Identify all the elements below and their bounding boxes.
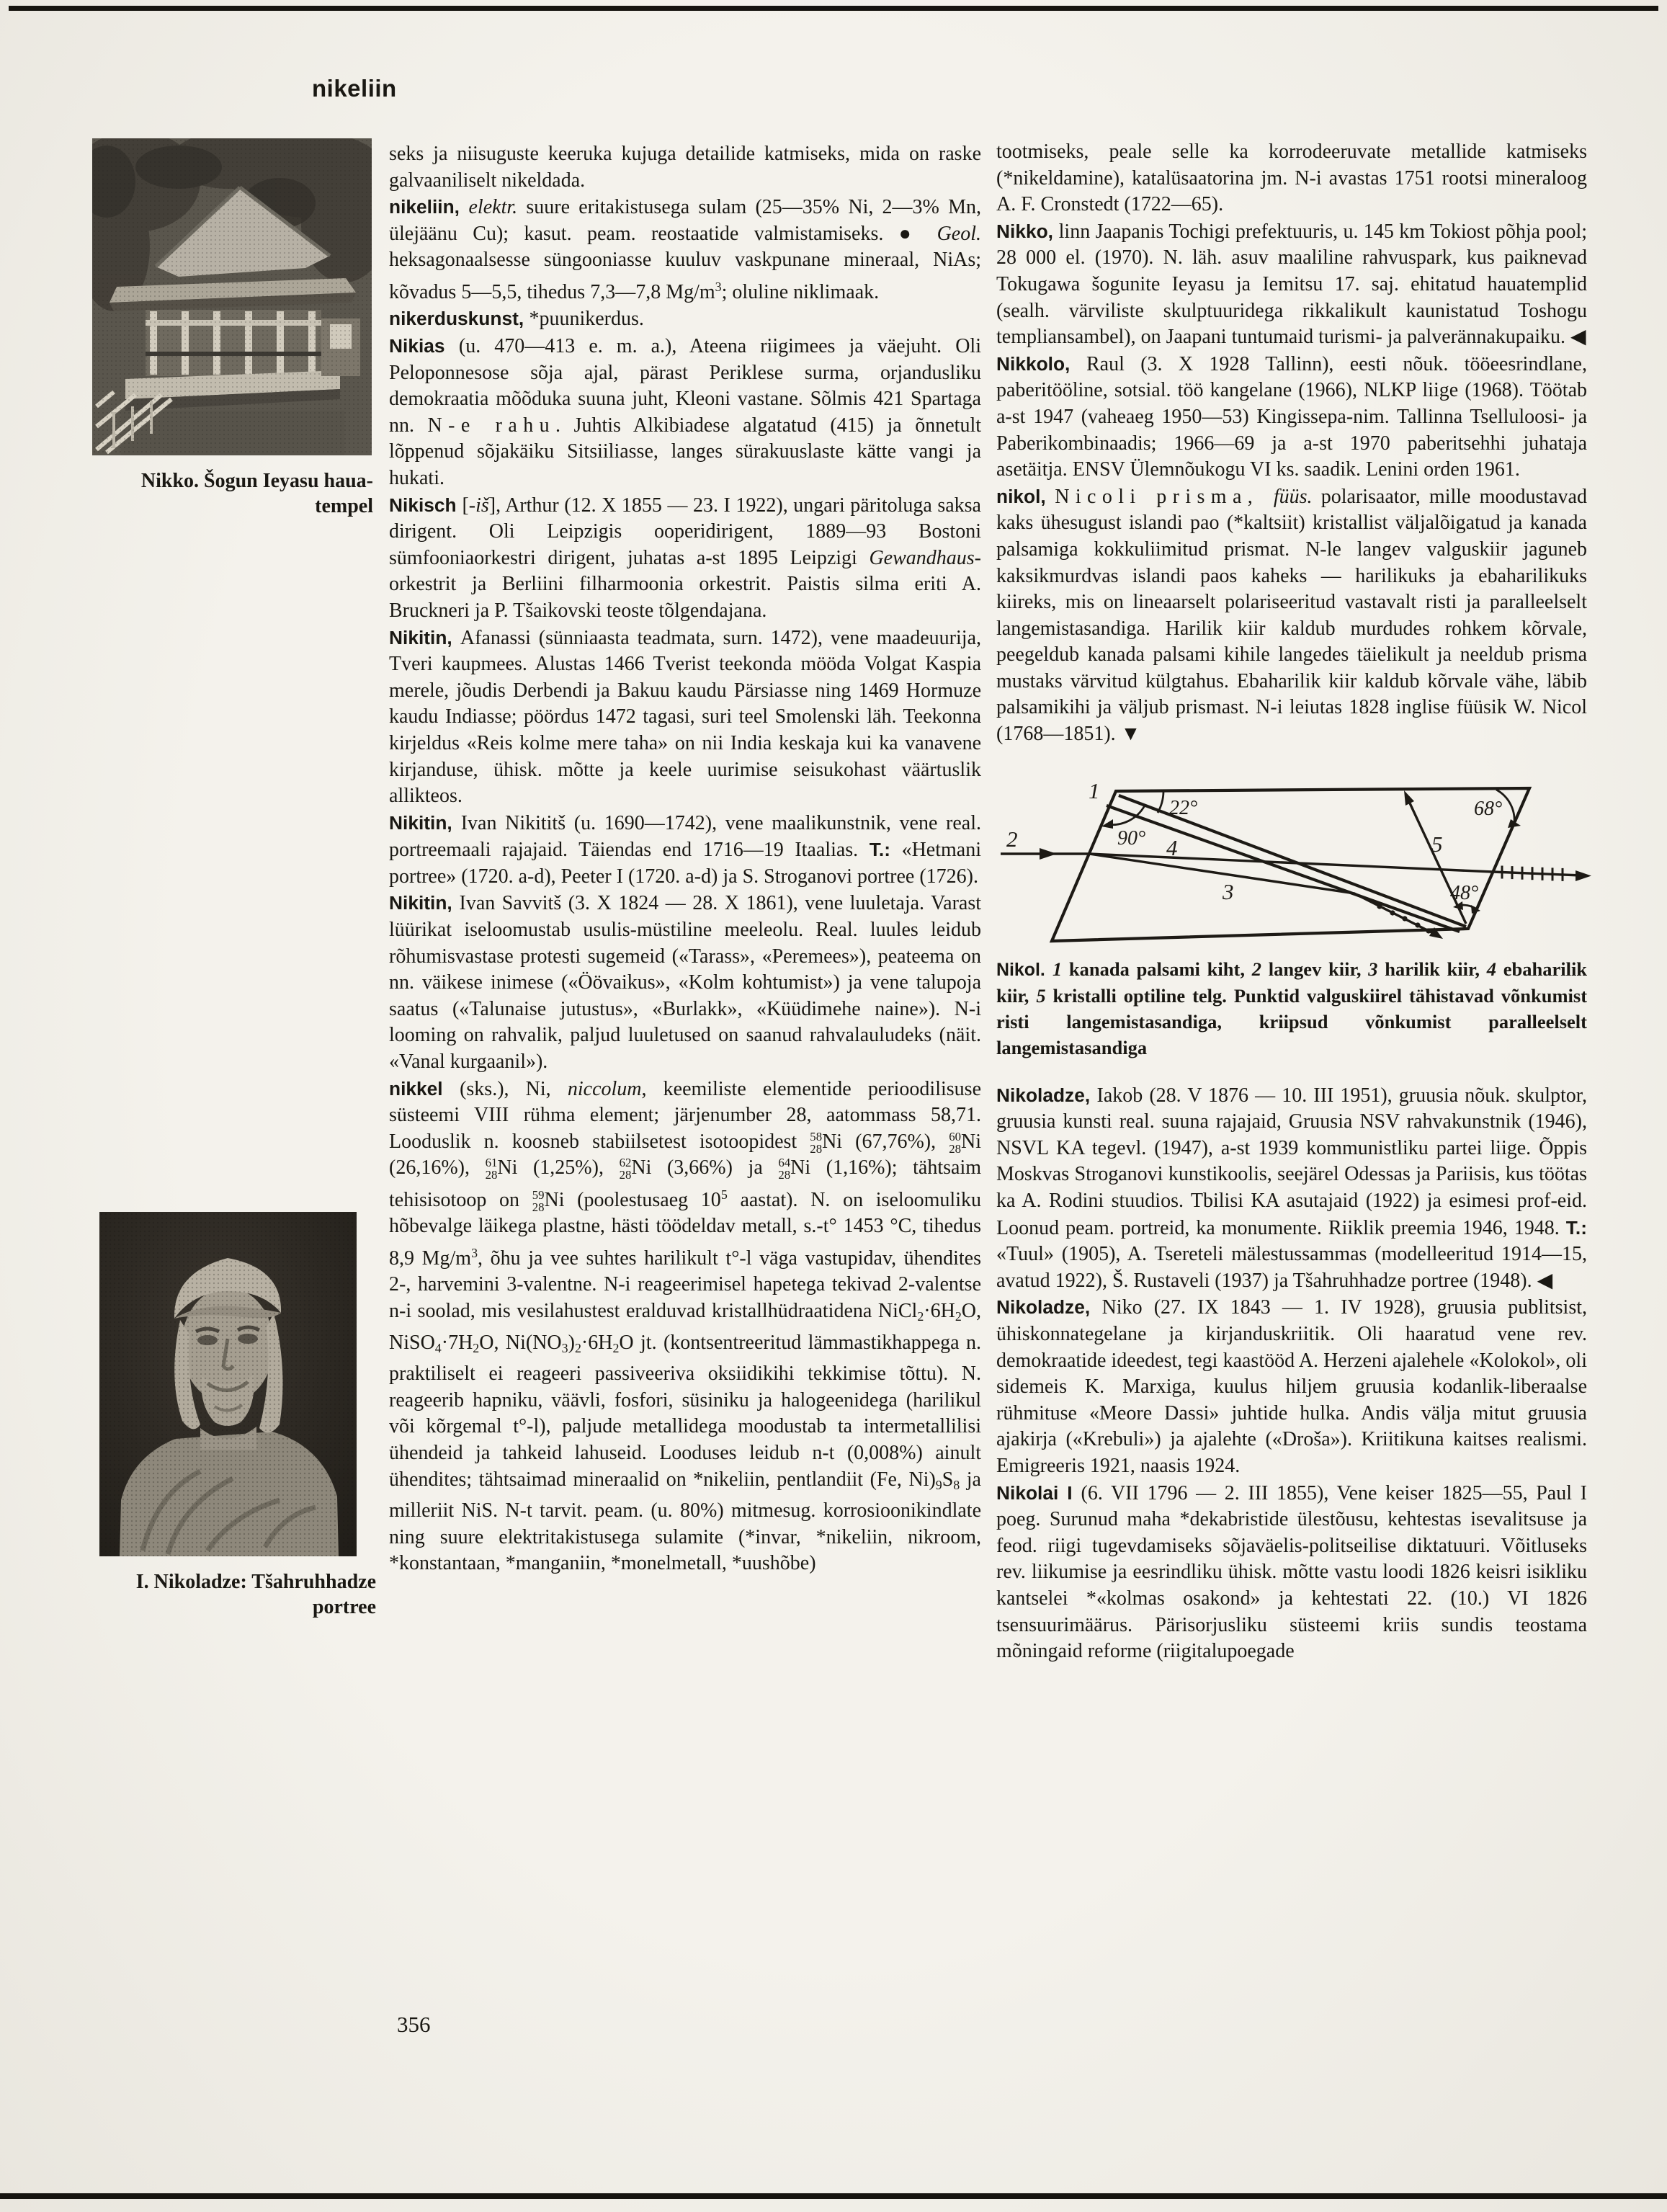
diagram-label-1: 1 [1089,777,1100,803]
running-header: nikeliin [312,75,397,102]
caption-line: Nikko. Šogun Ieyasu haua- [140,470,373,492]
diagram-angle-48: 48° [1450,881,1479,904]
entry-paragraph: Nikitin, Afanassi (sünniaasta teadmata, surn. 1472), vene maadeuurija, Tveri kaupmees. Alustas 1466 Tverist teekonda mööda Volgat Kaspia merele, jõudis Derbendi ja Bakuu kaudu Pärsiasse ning 1469 Hormuze kaudu Indiasse; pöördus 1472 tagasi, suri teel Smolenski läh. Teekonna kirjeldus «Reis kolme mere taha» on nii India keskaja kui ka vanavene kirjanduse, ühisk. mõtte ja keele uurimise seisukohast väärtuslik allikteos. [389,626,981,808]
entry-paragraph: Nikias (u. 470—413 e. m. a.), Ateena riigimees ja väejuht. Oli Peloponnesose sõja ajal, pärast Periklese surma, orjandusliku demokraatia mõõduka suuna juht, Kleoni vastane. Sõlmis 421 Spartaga nn. N-e rahu. Juhtis Alkibiadese algatatud (415) ja õnnetult lõppenud sõjakäiku Sitsiiliasse, langes sürakuuslaste kätte vangi ja hukati. [389,335,982,489]
bust-photo-figure [99,1212,357,1556]
entry-paragraph: nikol, Nicoli prisma, füüs. polarisaator, mille moodustavad kaks ühesugust islandi pao (*kaltsiit) kristallist väljalõigatud ja kanada palsamiga kokkuliimitud prismat. N-le langev valguskiir jaguneb kaksikmurdvas islandi paos kaheks — harilikuks ja ebaharilikuks kiireks, mis on lineaarselt polariseeritud vastavalt risti ja paralleelselt langemistasandiga. Harilik kiir kaldub murdudes rohkem kõrvale, peegeldub kanada palsami kihile langedes täielikult ja neeldub prisma mustaks värvitud külgtahus. Ebaharilik kiir kaldub kõrvale vähe, läbib palsamikihi ja väljub prismast. N-i leiutas 1828 inglise füüsik W. Nicol (1768—1851). ▼ [996,485,1587,746]
diagram-angle-68: 68° [1474,797,1503,820]
continuation-paragraph: tootmiseks, peale selle ka korrodeeruvate metallide katmiseks (*nikeldamine), katalüsaatorina jm. N-i avastas 1751 rootsi mineraloog A. F. Cronstedt (1722—65). [996,141,1587,216]
isotope-notation: 60 28 [949,1129,961,1156]
isotope-notation: 58 28 [810,1129,823,1156]
diagram-label-2: 2 [1006,826,1018,852]
caption-line: I. Nikoladze: Tšahruhhadze [135,1571,376,1593]
isotope-notation: 59 28 [532,1187,545,1214]
entry-paragraph: nikkel (sks.), Ni, niccolum, keemiliste elementide perioodilisuse süsteemi VIII rühma element; järjenumber 28, aatommass 58,71. Looduslik n. koosneb stabiilsetest isotoopidest 58 28 Ni (67,76%), 60 28 Ni (26,16%), 61 28 Ni (1,25%), 62 28 Ni (3,66%) ja 64 28 Ni (1,16%); tähtsaim tehisisotoop on 59 28 Ni (poolestusaeg $10^5$ aastat). N. on iseloomuliku hõbevalge läikega plastne, hästi töödeldav metall, s.-t° 1453 °C, tihedus 8,9 $Mg/m^3$, õhu ja vee suhtes harilikult t°-l väga vastupidav, ühendites 2-, harvemini 3-valentne. N-i reageerimisel hapetega tekivad 2-valentse n-i soolad, mis vesilahustest eralduvad kristallhüdraatidena NiCl2·6H2O, NiSO4·7H2O, Ni(NO3)2·6H2O jt. (kontsentreeritud lämmastikhappega n. praktiliselt ei reageeri passiveeriva oksiidikihi tekkimise tõttu). N. reageerib hapniku, väävli, fosfori, süsiniku ja halogeenidega (harilikul või kõrgemal t°-l), paljude metallidega moodustab ta intermetallilisi ühendeid ja tahkeid lahuseid. Looduses leidub n-t (0,008%) ainult ühendites; tähtsaimad mineraalid on *nikeliin, pentlandiit (Fe, Ni)9S8 ja milleriit NiS. N-t tarvit. peam. (u. 80%) mitmesug. korrosioonikindlate ning suure elektritakistusega sulamite (*invar, *nikeliin, nikroom, *konstantaan, *manganiin, *monelmetall, *uushõbe) [389,1077,981,1575]
optical-axis [1406,795,1466,924]
isotope-notation: 61 28 [485,1156,498,1182]
incident-ray-arrowhead [1040,848,1057,860]
caption-line: tempel [315,495,373,517]
optical-axis-arrowhead [1404,790,1414,806]
entry-paragraph: Nikisch [-iš], Arthur (12. X 1855 — 23. I 1922), ungari päritoluga saksa dirigent. Oli Leipzigis ooperidirigent, 1889—93 Bostoni sümfooniaorkestri dirigent, juhatas a-st 1895 Leipzigi Gewandhaus-orkestrit ja Berliini filharmoonia orkestrit. Paistis silma eriti A. Bruckneri ja P. Tšaikovski teoste tõlgendajana. [389,494,981,622]
diagram-angle-90: 90° [1117,826,1146,849]
nicol-prism-diagram [996,758,1652,949]
extraordinary-ray-exit [1493,872,1581,875]
diagram-label-4: 4 [1166,834,1178,860]
entry-paragraph: Nikitin, Ivan Savvitš (3. X 1824 — 28. X 1861), vene luuletaja. Varast lüürikat iseloomustab usulis-müstiline meeleolu. Real. luules leidub rõhumisvastase protesti sugemeid («Tarass», «Peremees»), peateema on nn. väikese inimese («Öövaikus», «Kolm kohtumist») ja vene talupoja saatus («Talunaise jutustus», «Burlakk», «Küüdimehe naine»). N-i looming on rahvalik, paljud luuletused on saanud rahvalauludeks (näit. «Vanal kurgaanil»). [389,892,981,1074]
diagram-label-3: 3 [1223,878,1234,904]
entry-paragraph: Nikko, linn Jaapanis Tochigi prefektuuris, u. 145 km Tokiost põhja pool; 28 000 el. (1970). N. läh. asuv maaliline rahvuspark, kus paiknevad Tokugawa šogunite Ieyasu ja Iemitsu 17. saj. ehitatud hauatemplid (sealh. värviliste skulptuuridega rikkalikult kaunistatud Toshogu templiansambel), on Jaapani tuntumaid turismi- ja palverännakupaiku. ◀ [996,220,1587,349]
entry-paragraph: Nikolai I (6. VII 1796 — 2. III 1855), Vene keiser 1825—55, Paul I poeg. Surunud maha *dekabristide ülestõusu, kehtestas isevalitsuse ja feod. riigi tugevdamiseks sõjaväelis-politseilise diktatuuri. Võitluseks rev. liikumise ja eesrindliku ühisk. mõtte vastu loodi 1826 keisri isikliku kantselei *«kolmas osakond» ja kehtestati 22. (10.) VI 1826 tsensuurimäärus. Pärisorjusliku süsteemi kriis sundis teostama mõningaid reforme (riigitalupoegade [996,1481,1587,1663]
polarization-hatch-marks [1502,865,1563,880]
diagram-angle-22: 22° [1169,796,1198,819]
temple-photo [92,138,372,455]
entry-paragraph: Nikoladze, Iakob (28. V 1876 — 10. III 1951), gruusia nõuk. skulptor, gruusia kunsti real. suuna rajajaid, Gruusia NSV rahvakunstnik (1946), NSVL KA tegevl. (1947), a-st 1939 kommunistliku partei liige. Õppis Moskvas Stroganovi kunstikoolis, seejärel Odessas ja Pariisis, kus töötas ka A. Rodini stuudios. Tbilisi KA asutajaid (1922) ja esimesi prof-eid. Loonud peam. portreid, ka monumente. Riiklik preemia 1946, 1948. T.: «Tuul» (1905), A. Tsereteli mälestussammas (modelleeritud 1914—15, avatud 1922), Š. Rustaveli (1937) ja Tšahruhhadze portree (1948). ◀ [996,1084,1587,1292]
temple-photo-figure [92,138,372,455]
caption-line: portree [312,1596,376,1618]
exit-ray-arrowhead [1576,870,1591,881]
entry-paragraph: Nikitin, Ivan Nikititš (u. 1690—1742), vene maalikunstnik, vene real. portreemaali rajajaid. Täiendas end 1716—19 Itaalias. T.: «Hetmani portree» (1720. a-d), Peeter I (1720. a-d) ja S. Stroganovi portree (1726). [389,811,981,888]
bust-photo-caption [85,1569,376,1620]
right-column [996,139,1587,1665]
article-ref-left-icon: ◀ [1537,1269,1553,1292]
left-column [389,141,981,1577]
scan-edge-bottom [0,2193,1667,2199]
isotope-notation: 64 28 [778,1156,791,1182]
page-number: 356 [397,2012,431,2037]
figure-ref-down-icon: ▼ [1120,723,1141,746]
diagram-label-5: 5 [1431,831,1443,857]
entry-paragraph: Nikoladze, Niko (27. IX 1843 — 1. IV 1928), gruusia publitsist, ühiskonnategelane ja kirjanduskriitik. Oli haaratud vene rev. demokraatide ideedest, tegi kaastööd A. Herzeni ajalehele «Kolokol», oli sidemeis K. Marxiga, kuulus hiljem gruusia kodanlik-liberaalse rühmituse «Meore Dassi» juhtide hulka. Andis välja mitut gruusia ajakirja («Krebuli») ja ajalehte («Droša»). Kriitikuna kaitses realismi. Emigreeris 1921, naasis 1924. [996,1296,1587,1477]
entry-paragraph: Nikkolo, Raul (3. X 1928 Tallinn), eesti nõuk. tööeesrindlane, paberitööline, sotsial. töö kangelane (1966), NLKP liige (1968). Töötab a-st 1947 (vaheaeg 1950—53) Kingissepa-nim. Tallinna Tselluloosi- ja Paberikombinaadis; 1966—69 ja a-st 1970 paberitsehhi juhataja asetäitja. ENSV Ülemnõukogu VI ks. saadik. Lenini orden 1961. [996,352,1587,481]
temple-photo-caption [91,468,373,519]
article-ref-left-icon: ◀ [1570,326,1586,349]
bust-photo [99,1212,357,1556]
figure-caption: Nikol. 1 kanada palsami kiht, 2 langev kiir, 3 harilik kiir, 4 ebaharilik kiir, 5 kristalli optiline telg. Punktid valguskiirel tähistavad võnkumist risti langemistasandiga, kriipsud võnkumist paralleelselt langemistasandiga [996,958,1588,1058]
angle-arc-22 [1158,792,1163,813]
entry-paragraph: nikerduskunst, *puunikerdus. [389,308,644,331]
continuation-paragraph: seks ja niisuguste keeruka kujuga detailide katmiseks, mida on raske galvaaniliselt nikeldada. [389,143,981,192]
entry-paragraph: nikeliin, elektr. suure eritakistusega sulam (25—35% Ni, 2—3% Mn, ülejäänu Cu); kasut. peam. reostaatide valmistamiseks. ● Geol. heksagonaalsesse süngooniasse kuuluv vaskpunane mineraal, NiAs; kõvadus 5—5,5, tihedus 7,3—7,8 $Mg/m^3$; oluline niklimaak. [389,196,981,303]
scan-edge-top [9,6,1658,11]
isotope-notation: 62 28 [619,1156,632,1182]
